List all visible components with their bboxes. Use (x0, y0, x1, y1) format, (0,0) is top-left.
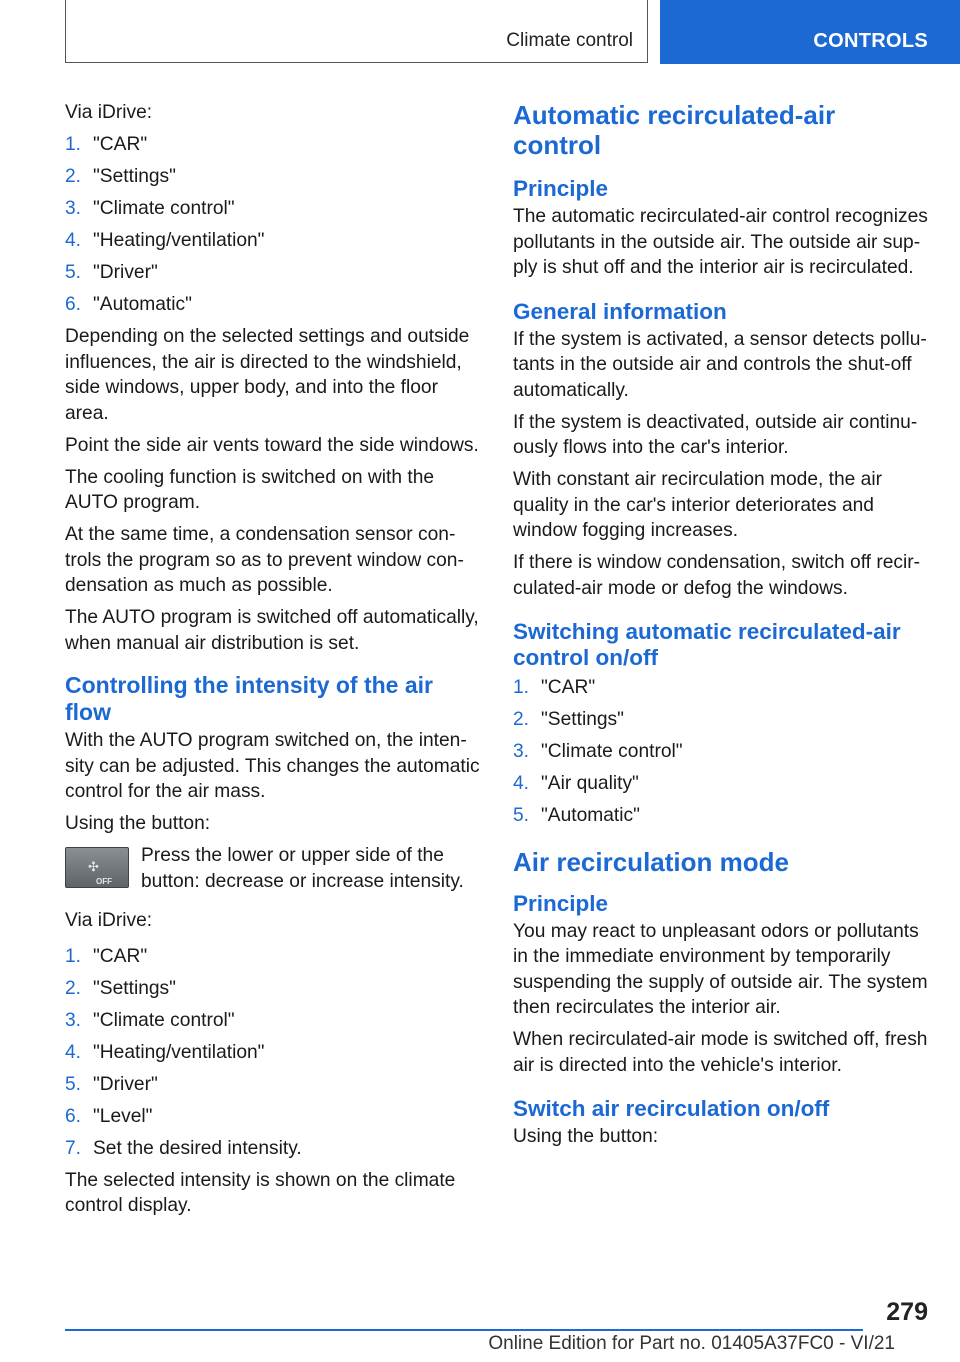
list-item (65, 976, 480, 1002)
list-item-text: "CAR" (93, 134, 148, 155)
idrive-steps-list (65, 132, 480, 318)
list-number: 3. (65, 198, 82, 219)
list-number: 7. (65, 1137, 82, 1159)
list-item-text: "Settings" (93, 166, 176, 187)
via-idrive-label: Via iDrive: (65, 102, 153, 123)
paragraph: The cooling function is switched on with the AUTO program. (65, 466, 435, 513)
subsection-heading: Switch air recirculation on/off (513, 1096, 830, 1121)
list-item-text: "Level" (93, 1105, 153, 1127)
paragraph: The selected intensity is shown on the climate control display. (65, 1169, 456, 1216)
fan-off-button-icon (65, 847, 129, 888)
paragraph: If there is window condensation, switch off recirculated-air mode or defog the windows. (513, 552, 921, 599)
button-instruction (65, 843, 480, 894)
list-item-text: "Air quality" (541, 773, 639, 794)
list-item (513, 675, 928, 701)
paragraph: If the system is activated, a sensor detects pollutants in the outside air and controls the shut-off automatically. (513, 328, 927, 401)
list-number: 2. (513, 709, 530, 730)
list-number: 1. (513, 677, 530, 698)
header-chapter-title: CONTROLS (813, 30, 928, 52)
list-item (65, 292, 480, 318)
page-number: 279 (886, 1298, 928, 1326)
paragraph: When recirculated-air mode is switched off, fresh air is directed into the vehicle's interior. (513, 1029, 928, 1076)
off-label: OFF (96, 877, 112, 886)
idrive-steps-list (513, 675, 928, 829)
list-item (65, 196, 480, 222)
section-heading: Controlling the intensity of the air flow (65, 672, 433, 725)
list-number: 4. (65, 230, 82, 251)
list-item-text: "Climate control" (93, 1009, 235, 1031)
button-description: Press the lower or upper side of the button: decrease or increase intensity. (141, 845, 464, 892)
paragraph: With the AUTO program switched on, the intensity can be adjusted. This changes the automatic control for the air mass. (65, 730, 480, 802)
paragraph: With constant air recirculation mode, the air quality in the car's interior deteriorates and window fogging increases. (513, 469, 882, 541)
list-number: 1. (65, 945, 82, 967)
list-number: 4. (513, 773, 530, 794)
list-item (65, 164, 480, 190)
list-item-text: "Automatic" (93, 294, 192, 315)
list-item-text: "CAR" (93, 945, 148, 967)
using-button-label: Using the button: (513, 1126, 659, 1147)
footer-divider (65, 1329, 863, 1331)
subsection-heading: Switching automatic recirculated-air control on/off (513, 619, 901, 670)
list-item-text: Set the desired intensity. (93, 1137, 302, 1159)
list-number: 3. (65, 1009, 82, 1031)
list-item-text: "Settings" (93, 977, 176, 999)
list-item-text: "Automatic" (541, 805, 640, 826)
list-item-text: "Heating/ventilation" (93, 230, 265, 251)
list-number: 2. (65, 977, 82, 999)
section-heading: Air recirculation mode (513, 846, 789, 877)
list-item (65, 132, 480, 158)
list-item-text: "Driver" (93, 1073, 158, 1095)
section-heading: Automatic recirculated-air control (513, 100, 836, 160)
list-item (513, 707, 928, 733)
list-number: 1. (65, 134, 82, 155)
left-column (65, 100, 480, 1225)
paragraph: If the system is deactivated, outside air continuously flows into the car's interior. (513, 411, 918, 458)
list-item (65, 944, 480, 970)
list-number: 5. (513, 805, 530, 826)
header-chapter-tab (660, 0, 960, 64)
paragraph: Point the side air vents toward the side windows. (65, 434, 479, 456)
list-number: 6. (65, 294, 82, 315)
header-section-tab (65, 0, 648, 63)
list-item (65, 228, 480, 254)
subsection-heading: General information (513, 298, 727, 324)
list-item (65, 260, 480, 286)
list-number: 2. (65, 166, 82, 187)
right-column (513, 100, 928, 1156)
list-number: 6. (65, 1105, 82, 1127)
paragraph: At the same time, a condensation sensor controls the program so as to prevent window condensation as much as possible. (65, 524, 464, 596)
list-item (65, 1008, 480, 1034)
paragraph: Depending on the selected settings and outside influences, the air is directed to the windshield, side windows, upper body, and into the floor area. (65, 326, 470, 424)
list-item-text: "Climate control" (541, 741, 683, 762)
list-item-text: "Settings" (541, 709, 624, 730)
footer-edition: Online Edition for Part no. 01405A37FC0 - VI/21 (488, 1333, 895, 1354)
list-item (65, 1072, 480, 1098)
list-item-text: "Heating/ventilation" (93, 1041, 265, 1063)
list-item-text: "Driver" (93, 262, 158, 283)
paragraph: The automatic recirculated-air control recognizes pollutants in the outside air. The outside air supply is shut off and the interior air is recirculated. (513, 206, 928, 278)
header-section-title: Climate control (506, 30, 633, 51)
list-number: 4. (65, 1041, 82, 1063)
list-item (513, 739, 928, 765)
paragraph: The AUTO program is switched off automatically, when manual air distribution is set. (65, 607, 479, 654)
paragraph: You may react to unpleasant odors or pollutants in the immediate environment by temporarily suspending the supply of outside air. The system then recirculates the interior air. (513, 920, 928, 1018)
list-number: 3. (513, 741, 530, 762)
list-item (513, 771, 928, 797)
subsection-heading: Principle (513, 890, 609, 916)
list-item (65, 1040, 480, 1066)
list-number: 5. (65, 262, 82, 283)
using-button-label: Using the button: (65, 813, 211, 834)
fan-icon: ✣ (88, 859, 99, 874)
list-number: 5. (65, 1073, 82, 1095)
via-idrive-label: Via iDrive: (65, 910, 153, 931)
list-item-text: "CAR" (541, 677, 596, 698)
subsection-heading: Principle (513, 176, 609, 201)
list-item (513, 803, 928, 829)
list-item-text: "Climate control" (93, 198, 235, 219)
list-item (65, 1104, 480, 1130)
idrive-steps-list (65, 944, 480, 1162)
list-item (65, 1136, 480, 1162)
